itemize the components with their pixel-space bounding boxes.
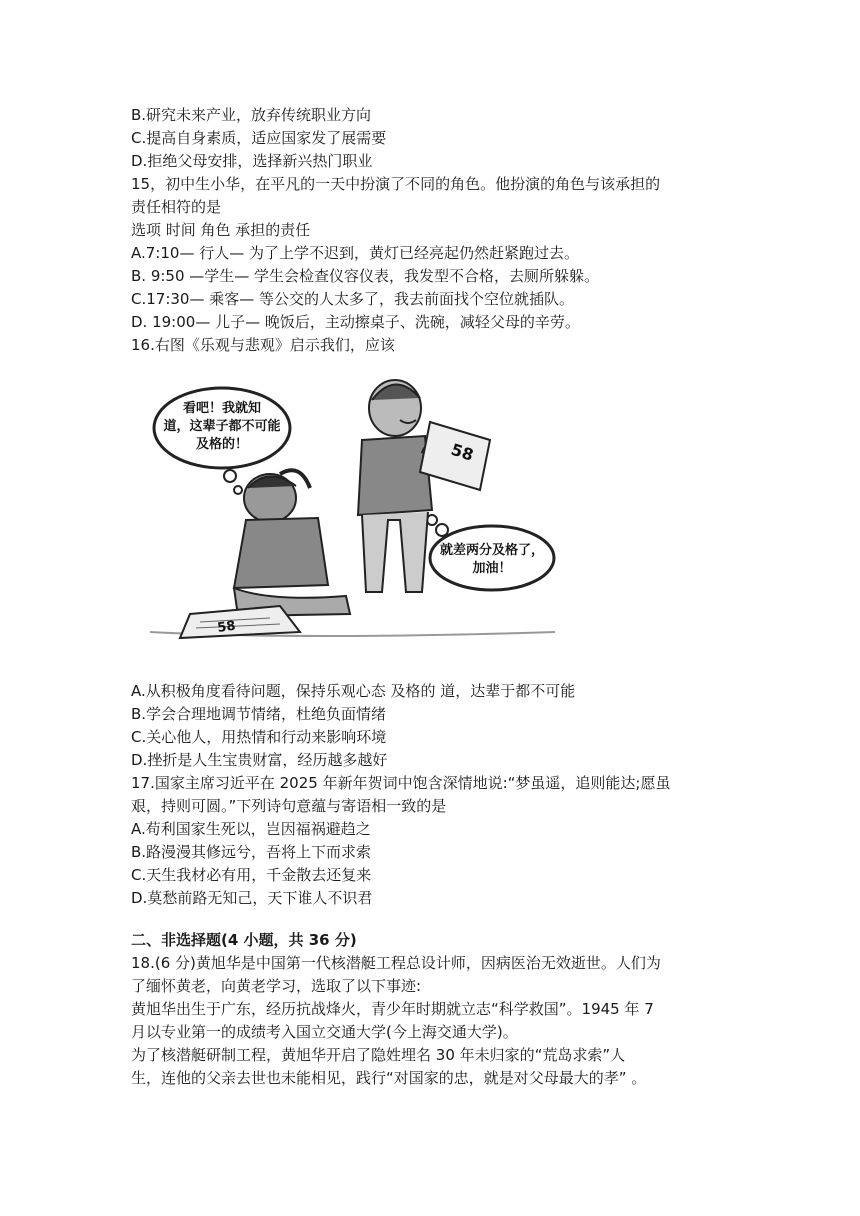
q18-line4: 月以专业第一的成绩考入国立交通大学(今上海交通大学)。 bbox=[131, 1023, 518, 1041]
q17-stem-line1: 17.国家主席习近平在 2025 年新年贺词中饱含深情地说:“梦虽遥，追则能达;愿虽 bbox=[131, 774, 671, 792]
test-paper-floor bbox=[180, 606, 300, 638]
section2-heading: 二、非选择题(4 小题，共 36 分) bbox=[131, 931, 357, 949]
q16-stem: 16.右图《乐观与悲观》启示我们，应该 bbox=[131, 336, 395, 354]
optimism-pessimism-cartoon bbox=[150, 370, 560, 645]
q17-option-b: B.路漫漫其修远兮，吾将上下而求索 bbox=[131, 843, 372, 861]
q16-option-b: B.学会合理地调节情绪，杜绝负面情绪 bbox=[131, 705, 387, 723]
q14-option-d: D.拒绝父母安排，选择新兴热门职业 bbox=[131, 152, 373, 170]
q18-line5: 为了核潜艇研制工程，黄旭华开启了隐姓埋名 30 年未归家的“荒岛求索”人 bbox=[131, 1046, 626, 1064]
q15-option-d: D. 19:00— 儿子— 晚饭后，主动擦桌子、洗碗，减轻父母的辛劳。 bbox=[131, 313, 580, 331]
score-held: 58 bbox=[448, 439, 476, 465]
q17-stem-line2: 艰，持则可圆。”下列诗句意蕴与寄语相一致的是 bbox=[131, 797, 447, 815]
q14-option-b: B.研究未来产业，放弃传统职业方向 bbox=[131, 106, 372, 124]
bubble-left-line1: 看吧！我就知 bbox=[182, 401, 262, 416]
q18-line3: 黄旭华出生于广东，经历抗战烽火，青少年时期就立志“科学救国”。1945 年 7 bbox=[131, 1000, 654, 1018]
q15-option-b: B. 9:50 —学生— 学生会检查仪容仪表，我发型不合格，去厕所躲躲。 bbox=[131, 267, 600, 285]
q16-option-c: C.关心他人，用热情和行动来影响环境 bbox=[131, 728, 387, 746]
q16-option-a: A.从积极角度看待问题，保持乐观心态 及格的 道，达辈于都不可能 bbox=[131, 682, 576, 700]
bubble-right-line1: 就差两分及格了， bbox=[439, 543, 545, 558]
q16-option-d: D.挫折是人生宝贵财富，经历越多越好 bbox=[131, 751, 388, 769]
q15-stem-line2: 责任相符的是 bbox=[131, 198, 222, 216]
q18-line1: 18.(6 分)黄旭华是中国第一代核潜艇工程总设计师，因病医治无效逝世。人们为 bbox=[131, 954, 661, 972]
q14-option-c: C.提高自身素质，适应国家发了展需要 bbox=[131, 129, 387, 147]
q18-line2: 了缅怀黄老，向黄老学习，选取了以下事迹: bbox=[131, 977, 422, 995]
q17-option-a: A.苟利国家生死以，岂因福祸避趋之 bbox=[131, 820, 371, 838]
pessimistic-boy bbox=[234, 470, 350, 616]
bubble-left-line2: 道，这辈子都不可能 bbox=[163, 419, 281, 434]
q17-option-c: C.天生我材必有用，千金散去还复来 bbox=[131, 866, 372, 884]
q18-line6: 生，连他的父亲去世也未能相见，践行“对国家的忠，就是对父母最大的孝” 。 bbox=[131, 1069, 647, 1087]
q15-stem-line1: 15，初中生小华，在平凡的一天中扮演了不同的角色。他扮演的角色与该承担的 bbox=[131, 175, 661, 193]
right-thought-bubble bbox=[427, 515, 554, 590]
bubble-right-line2: 加油！ bbox=[472, 561, 512, 576]
q15-table-header: 选项 时间 角色 承担的责任 bbox=[131, 221, 311, 239]
q17-option-d: D.莫愁前路无知己，天下谁人不识君 bbox=[131, 889, 373, 907]
score-floor: 58 bbox=[216, 618, 237, 636]
q15-option-a: A.7:10— 行人— 为了上学不迟到，黄灯已经亮起仍然赶紧跑过去。 bbox=[131, 244, 579, 262]
bubble-left-line3: 及格的！ bbox=[195, 437, 249, 452]
q15-option-c: C.17:30— 乘客— 等公交的人太多了，我去前面找个空位就插队。 bbox=[131, 290, 575, 308]
